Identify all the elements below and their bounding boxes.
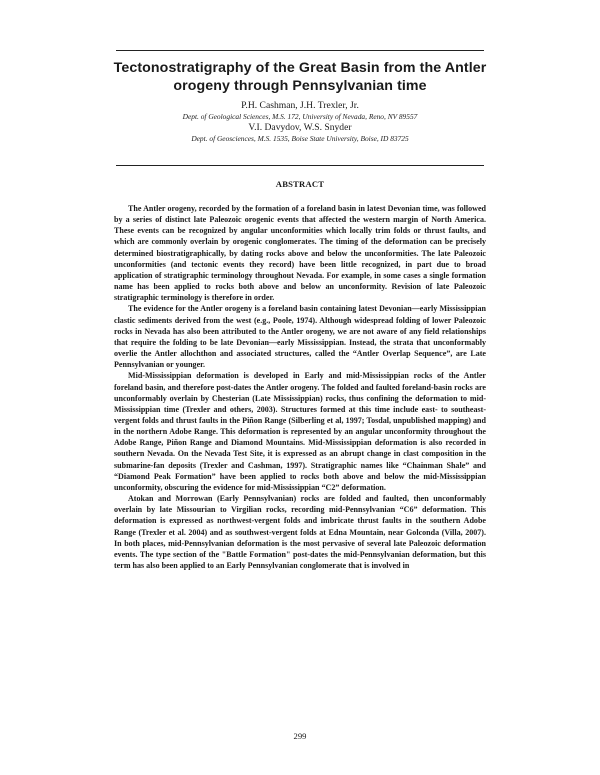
page-number: 299	[293, 731, 307, 741]
authors-line-2: V.I. Davydov, W.S. Snyder	[248, 122, 352, 133]
abstract-body	[114, 203, 486, 571]
author-block	[100, 100, 500, 144]
authors-line-1: P.H. Cashman, J.H. Trexler, Jr.	[241, 100, 359, 111]
top-rule	[116, 50, 484, 51]
affiliation-line-1: Dept. of Geological Sciences, M.S. 172, University of Nevada, Reno, NV 89557	[182, 112, 418, 121]
affiliation-line-2: Dept. of Geosciences, M.S. 1535, Boise State University, Boise, ID 83725	[191, 134, 409, 143]
abstract-heading: ABSTRACT	[275, 179, 325, 189]
abstract-paragraph: Atokan and Morrowan (Early Pennsylvanian) rocks are folded and faulted, then unconformably overlain by late Missourian to Virgilian rocks, recording mid-Pennsylvanian “C6” deformation. This deformation is expressed as northwest-vergent folds and imbricate thrust faults in the southern Adobe Range (Trexler et al. 2004) and as southwest-vergent folds at Edna Mountain, near Golconda (Villa, 2007). In both places, mid-Pennsylvanian deformation is the most pervasive of several late Paleozoic deformation events. The type section of the "Battle Formation" post-dates the mid-Pennsylvanian deformation, but this term has also been applied to an Early Pennsylvanian conglomerate that is involved in	[114, 494, 486, 570]
paper-title: Tectonostratigraphy of the Great Basin from the Antler orogeny through Pennsylvanian time	[113, 60, 487, 94]
abstract-paragraph: Mid-Mississippian deformation is developed in Early and mid-Mississippian rocks of the Antler foreland basin, and therefore post-dates the Antler orogeny. The folded and faulted foreland-basin rocks are unconformably overlain by Chesterian (Late Mississippian) rocks, thus confining the deformation to mid-Mississippian time (Trexler and others, 2003). Structures formed at this time include east- to southeast-vergent folds and thrust faults in the Piñon Range (Silberling et al, 1997; Tosdal, unpublished mapping) and in the northern Adobe Range. This deformation is represented by an angular unconformity throughout the Adobe Range, Piñon Range and Diamond Mountains. Mid-Mississippian deformation is also recorded in southern Nevada. On the Nevada Test Site, it is expressed as an abrupt change in clast composition in the submarine-fan deposits (Trexler and Cashman, 1997). Stratigraphic names like “Chainman Shale” and “Diamond Peak Formation” have been applied to rocks both above and below the mid-Mississippian unconformity, obscuring the evidence for mid-Mississippian “C2” deformation.	[114, 371, 486, 492]
abstract-paragraph: The evidence for the Antler orogeny is a foreland basin containing latest Devonian—early Mississippian clastic sediments derived from the west (e.g., Poole, 1974). Although widespread folding of lower Paleozoic rocks in Nevada has also been attributed to the Antler orogeny, we are not aware of any field relationships that require the folding to be late Devonian—early Mississippian. Instead, the strata that unconformably overlie the Antler allochthon and associated structures, called the “Antler Overlap Sequence”, are Late Pennsylvanian or younger.	[114, 304, 486, 370]
abstract-paragraph: The Antler orogeny, recorded by the formation of a foreland basin in latest Devonian time, was followed by a series of distinct late Paleozoic orogenic events that affected the western margin of North America. These events can be recognized by angular unconformities which locally trim folds or thrust faults, and which are commonly overlain by orogenic conglomerates. The timing of the deformation can be precisely determined biostratigraphically, by dating rocks above and below the unconformities. The late Paleozoic unconformities (and tectonic events they record) have been little recognized, in part due to broad application of stratigraphic terminology throughout Nevada. For example, in some cases a single formation name has been applied to rocks both above and below an unconformity. Revision of late Paleozoic stratigraphic terminology is therefore in order.	[114, 204, 486, 303]
header-divider	[116, 165, 484, 166]
